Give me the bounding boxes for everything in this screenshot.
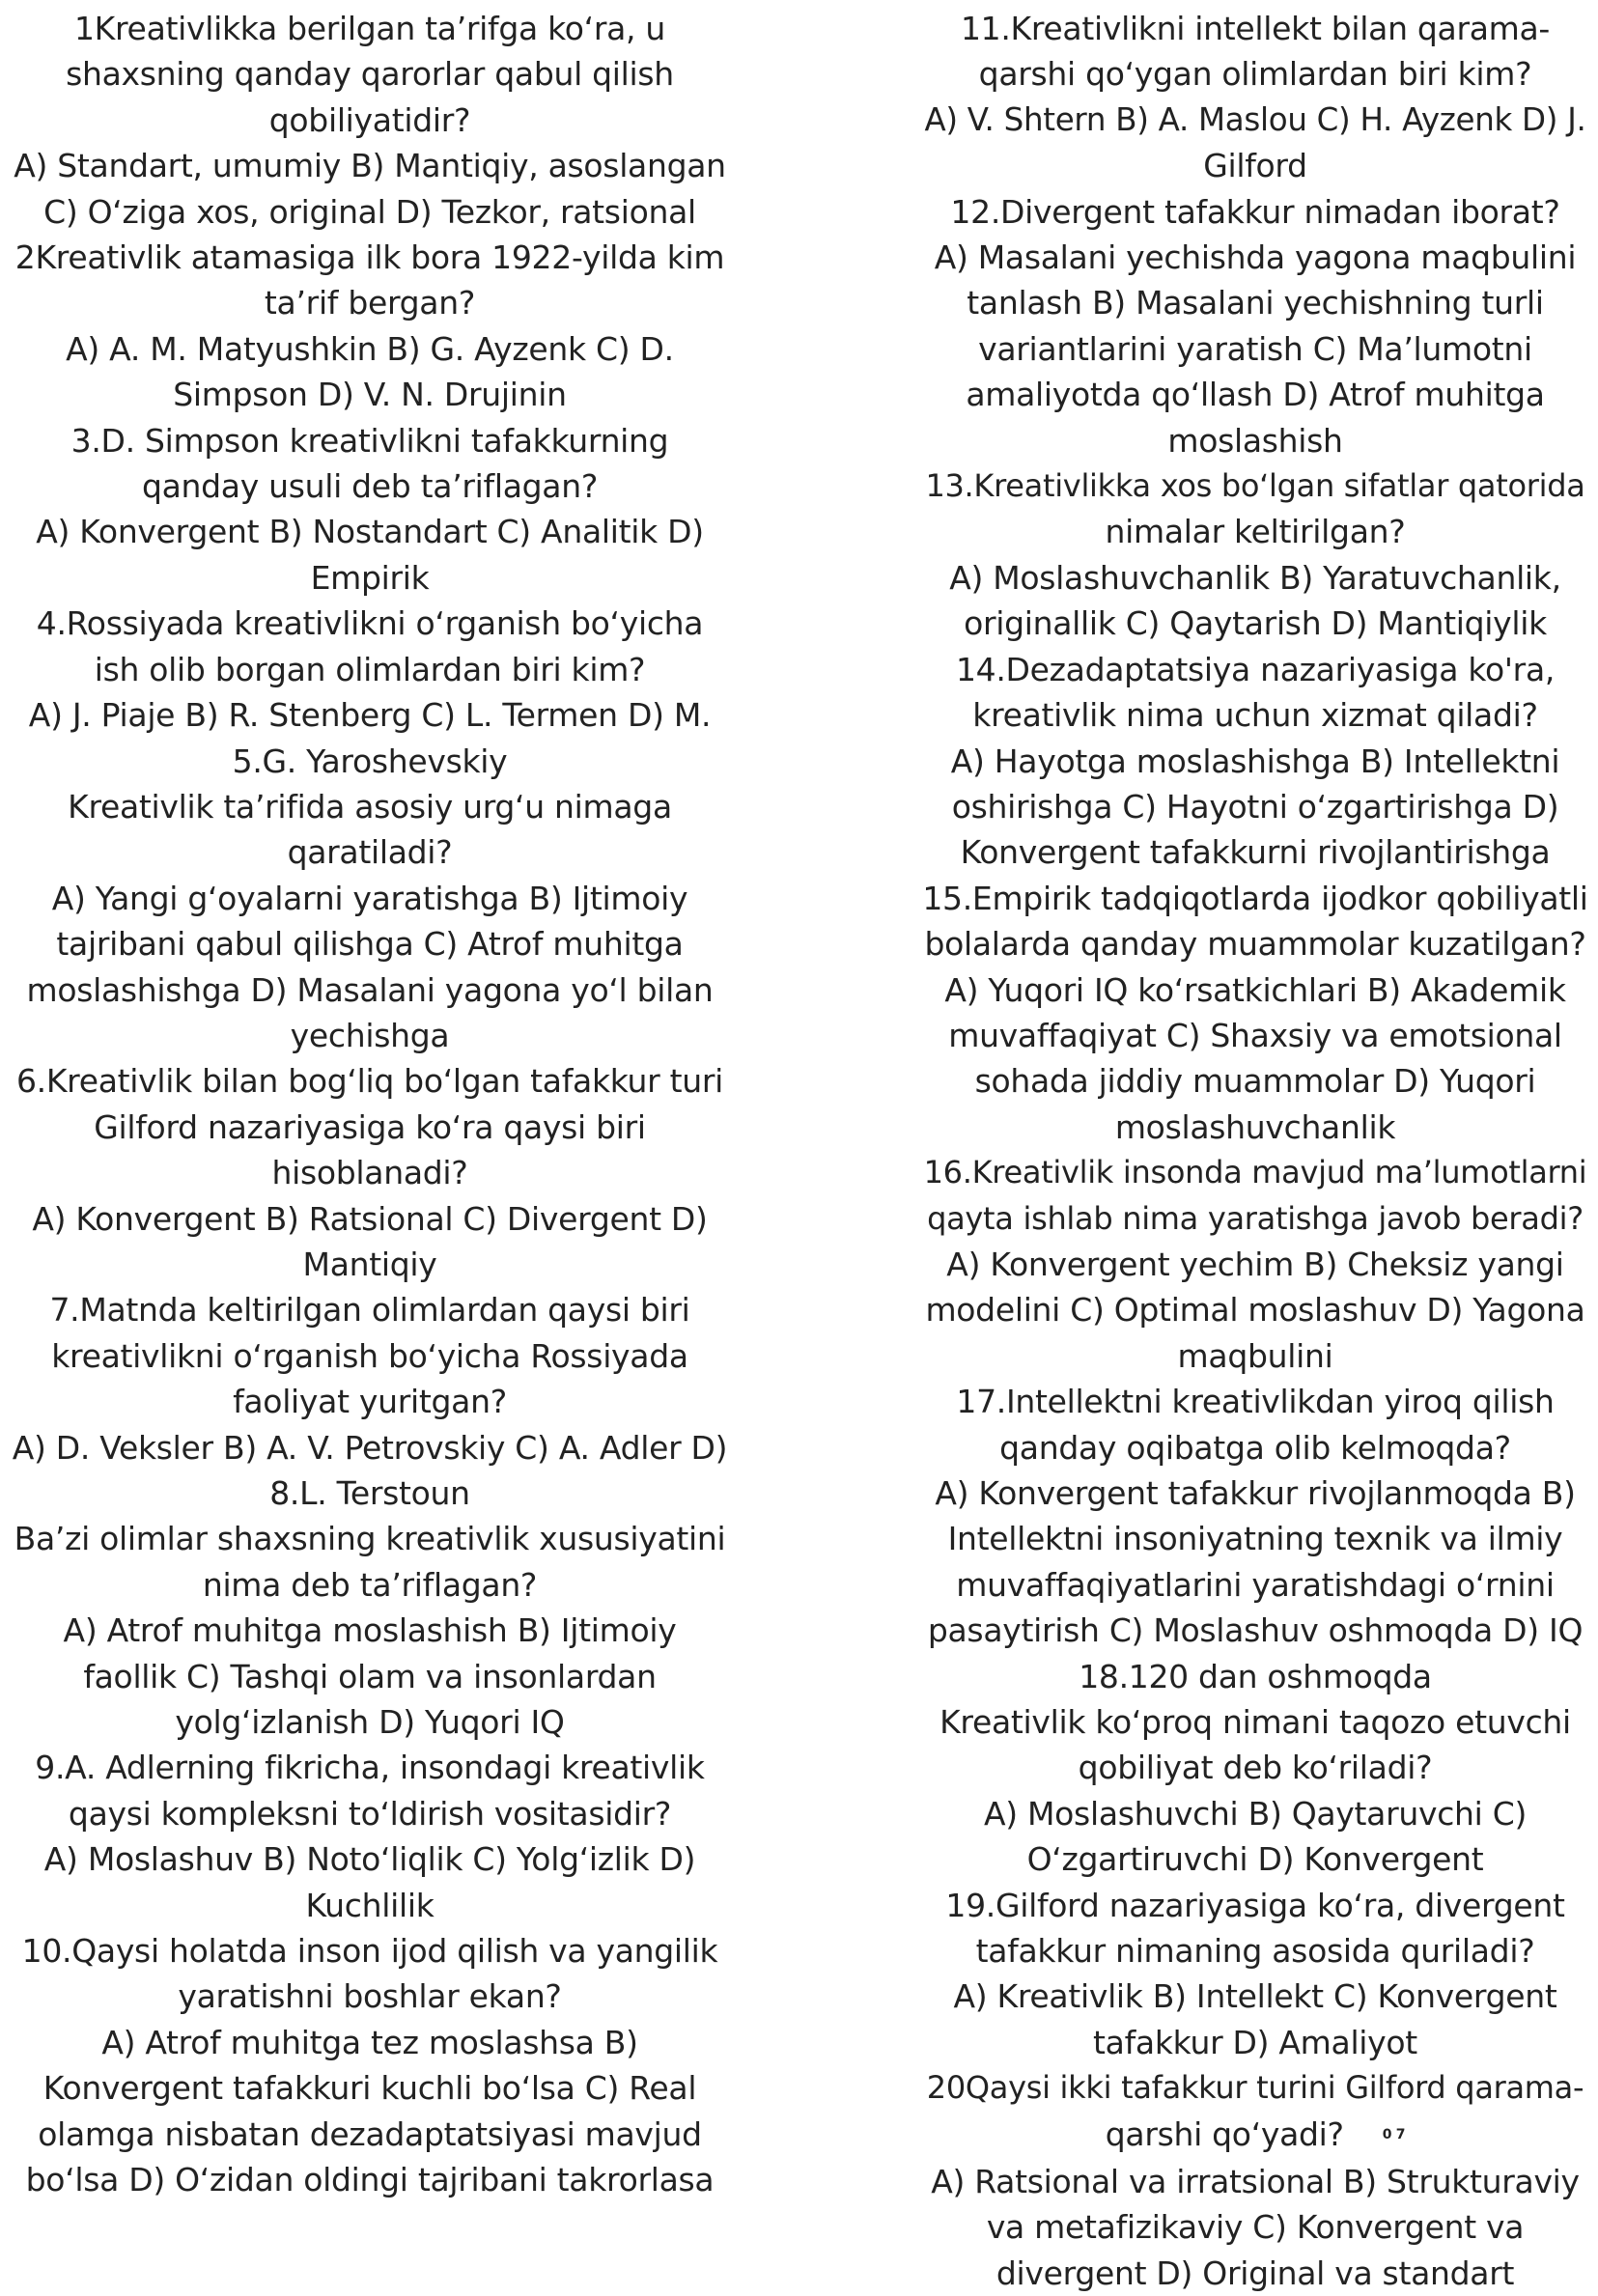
text-line	[8, 189, 732, 235]
text-line-content: bo‘lsa D) O‘zidan oldingi tajribani takrorlasa	[25, 2161, 715, 2199]
text-line	[922, 601, 1588, 646]
text-line-content: tanlash B) Masalani yechishning turli	[967, 284, 1544, 322]
text-line-content: Intellektni insoniyatning texnik va ilmiy	[947, 1520, 1563, 1558]
text-line	[922, 2112, 1588, 2159]
text-line-content: Simpson D) V. N. Drujinin	[173, 376, 567, 414]
text-line-content: shaxsning qanday qarorlar qabul qilish	[66, 55, 674, 94]
text-line-content: 8.L. Terstoun	[269, 1474, 470, 1512]
text-line	[8, 1425, 732, 1470]
text-line	[8, 876, 732, 921]
text-line-content: qayta ishlab nima yaratishga javob beradi?	[927, 1199, 1584, 1237]
text-line-content: yolg‘izlanish D) Yuqori IQ	[175, 1703, 565, 1742]
text-line	[8, 829, 732, 875]
text-line	[922, 739, 1588, 784]
text-line	[8, 1699, 732, 1745]
text-line-content: yaratishni boshlar ekan?	[178, 1977, 562, 2016]
text-line-content: 7.Matnda keltirilgan olimlardan qaysi biri	[49, 1291, 690, 1330]
text-line	[8, 98, 732, 143]
text-line-content: 16.Kreativlik insonda mavjud ma’lumotlarni	[923, 1154, 1587, 1191]
text-line	[922, 280, 1588, 325]
text-line-content: qobiliyat deb ko‘riladi?	[1078, 1749, 1433, 1787]
text-line-content: modelini C) Optimal moslashuv D) Yagona	[925, 1291, 1585, 1330]
text-line	[8, 1013, 732, 1058]
text-line	[922, 51, 1588, 97]
text-line-content: Gilford nazariyasiga ko‘ra qaysi biri	[94, 1107, 646, 1146]
text-line-content: 19.Gilford nazariyasiga ko‘ra, divergent	[945, 1886, 1565, 1924]
text-line	[922, 463, 1588, 509]
text-line	[922, 1013, 1588, 1058]
text-line	[8, 1928, 732, 1974]
text-line	[922, 326, 1588, 372]
text-line-content: bolalarda qanday muammolar kuzatilgan?	[924, 925, 1586, 964]
text-line	[922, 1333, 1588, 1379]
text-line-content: A) Kreativlik B) Intellekt C) Konvergent	[953, 1977, 1557, 2016]
text-line-content: moslashuvchanlik	[1114, 1107, 1396, 1146]
text-line	[8, 1379, 732, 1424]
text-line	[8, 509, 732, 554]
text-line-content: faoliyat yuritgan?	[233, 1383, 507, 1421]
text-line-content: sohada jiddiy muammolar D) Yuqori	[974, 1062, 1536, 1101]
text-line-content: moslashishga D) Masalani yagona yo‘l bilan	[26, 970, 714, 1009]
text-line	[922, 1974, 1588, 2019]
text-line-content: 2Kreativlik atamasiga ilk bora 1922-yilda kim	[14, 238, 725, 277]
text-line	[8, 2065, 732, 2111]
text-line-content: A) Konvergent B) Ratsional C) Divergent D)	[32, 1199, 708, 1238]
text-line-content: A) Konvergent yechim B) Cheksiz yangi	[946, 1245, 1564, 1283]
text-line	[922, 555, 1588, 601]
text-line-content: 9.A. Adlerning fikricha, insondagi kreativlik	[35, 1749, 705, 1787]
text-line-content: qanday usuli deb ta’riflagan?	[141, 467, 599, 506]
text-line-content: A) Standart, umumiy B) Mantiqiy, asoslangan	[14, 147, 726, 185]
text-line-content: oshirishga C) Hayotni o‘zgartirishga D)	[951, 787, 1559, 826]
text-line	[922, 829, 1588, 875]
text-line	[922, 967, 1588, 1013]
text-line-content: tajribani qabul qilishga C) Atrof muhitga	[56, 925, 684, 964]
text-line	[922, 189, 1588, 235]
text-line-content: 6.Kreativlik bilan bog‘liq bo‘lgan tafakkur turi	[15, 1062, 724, 1101]
text-line	[8, 1654, 732, 1699]
text-line	[8, 1974, 732, 2019]
text-line-content: C) O‘ziga xos, original D) Tezkor, ratsional	[43, 192, 696, 231]
text-line-content: muvaffaqiyat C) Shaxsiy va emotsional	[948, 1016, 1562, 1054]
text-line	[8, 1608, 732, 1653]
text-line	[922, 143, 1588, 188]
text-line-content: A) Yangi g‘oyalarni yaratishga B) Ijtimoiy	[51, 879, 688, 917]
text-line	[922, 692, 1588, 738]
text-line	[922, 1379, 1588, 1424]
text-line	[8, 1105, 732, 1150]
text-line	[8, 418, 732, 463]
text-line	[922, 235, 1588, 280]
text-line	[8, 235, 732, 280]
text-line	[922, 1425, 1588, 1470]
text-line	[922, 418, 1588, 463]
text-line	[922, 1562, 1588, 1608]
text-line	[8, 921, 732, 966]
text-line	[922, 1150, 1588, 1195]
text-line	[922, 1470, 1588, 1516]
text-line-content: Kuchlilik	[305, 1886, 435, 1924]
text-line	[8, 784, 732, 829]
text-line-content: 3.D. Simpson kreativlikni tafakkurning	[70, 421, 669, 460]
text-line	[922, 372, 1588, 417]
text-line-content: originallik C) Qaytarish D) Mantiqiylik	[964, 604, 1547, 643]
text-line-content: nimalar keltirilgan?	[1105, 513, 1406, 551]
text-line-content: A) Masalani yechishda yagona maqbulini	[934, 238, 1577, 277]
text-line	[922, 1791, 1588, 1836]
text-line-content: 5.G. Yaroshevskiy	[232, 742, 508, 780]
text-line-content: 4.Rossiyada kreativlikni o‘rganish bo‘yicha	[36, 604, 704, 643]
text-line-content: faollik C) Tashqi olam va insonlardan	[83, 1657, 657, 1695]
text-line	[922, 6, 1588, 51]
text-line-content: 17.Intellektni kreativlikdan yiroq qilish	[956, 1383, 1555, 1421]
text-line	[922, 1745, 1588, 1790]
text-line	[922, 2020, 1588, 2065]
text-line	[8, 1836, 732, 1882]
text-line	[922, 876, 1588, 921]
page-tag: 0 7	[1382, 2127, 1406, 2143]
text-line	[922, 2065, 1588, 2111]
text-line	[8, 6, 732, 51]
text-line-content: pasaytirish C) Moslashuv oshmoqda D) IQ	[927, 1611, 1584, 1650]
text-line-content: tafakkur D) Amaliyot	[1093, 2023, 1417, 2061]
text-line-content: Gilford	[1203, 147, 1307, 185]
text-line	[8, 1242, 732, 1287]
text-line-content: hisoblanadi?	[271, 1154, 468, 1192]
text-line	[922, 921, 1588, 966]
text-line-content: A) Hayotga moslashishga B) Intellektni	[950, 742, 1560, 780]
text-line	[8, 326, 732, 372]
text-line	[8, 2020, 732, 2065]
text-line-content: divergent D) Original va standart	[995, 2254, 1515, 2292]
text-line	[922, 509, 1588, 554]
text-line-content: 14.Dezadaptatsiya nazariyasiga ko'ra,	[955, 650, 1556, 688]
text-line	[922, 1058, 1588, 1104]
text-line-content: moslashish	[1167, 421, 1343, 460]
text-line	[8, 280, 732, 325]
text-line	[922, 784, 1588, 829]
text-line	[8, 1516, 732, 1561]
text-line	[922, 1608, 1588, 1653]
text-line	[922, 2204, 1588, 2250]
text-line-content: nima deb ta’riflagan?	[202, 1565, 538, 1604]
text-line	[8, 2112, 732, 2157]
text-line-content: maqbulini	[1177, 1336, 1333, 1375]
text-line-content: Kreativlik ta’rifida asosiy urg‘u nimaga	[68, 787, 672, 826]
text-line-content: 10.Qaysi holatda inson ijod qilish va yangilik	[21, 1932, 718, 1971]
text-line-content: Ba’zi olimlar shaxsning kreativlik xususiyatini	[14, 1520, 726, 1558]
text-line-content: Mantiqiy	[302, 1245, 437, 1283]
text-line-content: Konvergent tafakkurni rivojlantirishga	[960, 833, 1551, 872]
text-line	[8, 372, 732, 417]
text-line	[8, 51, 732, 97]
text-line	[8, 1150, 732, 1195]
text-line	[8, 1791, 732, 1836]
text-line	[8, 1196, 732, 1242]
text-line-content: 1Kreativlikka berilgan ta’rifga ko‘ra, u	[73, 10, 666, 47]
text-line	[922, 647, 1588, 692]
text-line-content: qarshi qo‘ygan olimlardan biri kim?	[978, 55, 1532, 94]
text-line	[8, 1287, 732, 1332]
text-line	[8, 1058, 732, 1104]
text-line	[922, 98, 1588, 143]
text-line-content: qaratiladi?	[287, 833, 453, 872]
text-line	[922, 1883, 1588, 1928]
text-line-content: A) Konvergent B) Nostandart C) Analitik D)	[36, 513, 704, 551]
text-line	[8, 601, 732, 646]
text-line	[922, 1287, 1588, 1332]
text-line-content: olamga nisbatan dezadaptatsiyasi mavjud	[38, 2114, 702, 2153]
text-line-content: A) Atrof muhitga moslashish B) Ijtimoiy	[63, 1611, 677, 1650]
text-line	[922, 1516, 1588, 1561]
text-line-content: 18.120 dan oshmoqda	[1079, 1657, 1432, 1695]
text-line-content: Kreativlik ko‘proq nimani taqozo etuvchi	[939, 1703, 1571, 1742]
text-line-content: Konvergent tafakkuri kuchli bo‘lsa C) Real	[42, 2069, 697, 2108]
text-line-content: amaliyotda qo‘llash D) Atrof muhitga	[966, 376, 1545, 414]
text-line-content: qanday oqibatga olib kelmoqda?	[999, 1428, 1511, 1467]
text-line-content: 15.Empirik tadqiqotlarda ijodkor qobiliyatli	[922, 879, 1588, 917]
text-line	[8, 1470, 732, 1516]
text-line-content: A) Konvergent tafakkur rivojlanmoqda B)	[935, 1474, 1576, 1512]
text-line	[8, 739, 732, 784]
text-line-content: Empirik	[310, 558, 430, 597]
text-line-content: qarshi qo‘yadi?	[1105, 2114, 1344, 2153]
text-line-content: 13.Kreativlikka xos bo‘lgan sifatlar qatorida	[925, 467, 1585, 505]
text-line-content: 20Qaysi ikki tafakkur turini Gilford qarama-	[926, 2069, 1584, 2107]
text-line-content: A) D. Veksler B) A. V. Petrovskiy C) A. Adler D)	[12, 1428, 728, 1467]
text-line-content: A) A. M. Matyushkin B) G. Ayzenk C) D.	[66, 329, 674, 368]
text-line-content: A) J. Piaje B) R. Stenberg C) L. Termen D) M.	[28, 696, 712, 735]
text-line	[8, 1562, 732, 1608]
text-line-content: ta’rif bergan?	[264, 284, 476, 322]
text-line	[922, 1196, 1588, 1242]
text-line-content: A) Moslashuvchi B) Qaytaruvchi C)	[983, 1794, 1528, 1833]
text-line	[8, 1883, 732, 1928]
text-line-content: A) Atrof muhitga tez moslashsa B)	[101, 2023, 638, 2061]
left-column	[8, 6, 732, 2203]
text-line-content: kreativlikni o‘rganish bo‘yicha Rossiyada	[51, 1336, 688, 1375]
text-line	[922, 1836, 1588, 1882]
text-line-content: qaysi kompleksni to‘ldirish vositasidir?	[68, 1794, 672, 1833]
text-line-content: 12.Divergent tafakkur nimadan iborat?	[950, 192, 1560, 231]
text-line-content: tafakkur nimaning asosida quriladi?	[975, 1932, 1535, 1971]
text-line	[8, 1333, 732, 1379]
text-line-content: variantlarini yaratish C) Ma’lumotni	[978, 329, 1532, 368]
text-line	[8, 463, 732, 509]
text-line	[8, 143, 732, 188]
text-line	[8, 555, 732, 601]
text-line	[8, 2157, 732, 2202]
text-line	[8, 967, 732, 1013]
text-line-content: A) V. Shtern B) A. Maslou C) H. Ayzenk D) J.	[924, 100, 1586, 138]
text-line-content: A) Moslashuv B) Noto‘liqlik C) Yolg‘izlik D)	[43, 1840, 696, 1879]
text-line	[922, 2159, 1588, 2204]
text-line-content: yechishga	[290, 1016, 450, 1054]
text-line-content: qobiliyatidir?	[268, 100, 471, 139]
text-line	[922, 1654, 1588, 1699]
text-line	[922, 1928, 1588, 1974]
text-line-content: kreativlik nima uchun xizmat qiladi?	[972, 696, 1538, 735]
text-line-content: ish olib borgan olimlardan biri kim?	[94, 650, 646, 688]
text-line-content: muvaffaqiyatlarini yaratishdagi o‘rnini	[956, 1565, 1555, 1604]
text-line	[8, 1745, 732, 1790]
text-line-content: A) Moslashuvchanlik B) Yaratuvchanlik,	[949, 558, 1561, 597]
text-line	[8, 692, 732, 738]
text-line-content: A) Ratsional va irratsional B) Strukturaviy	[931, 2162, 1580, 2200]
text-line	[922, 1105, 1588, 1150]
text-line-content: va metafizikaviy C) Konvergent va	[986, 2208, 1525, 2247]
right-column	[922, 6, 1588, 2296]
text-line	[922, 1242, 1588, 1287]
text-line	[8, 647, 732, 692]
text-line	[922, 1699, 1588, 1745]
text-line	[922, 2251, 1588, 2296]
text-line-content: A) Yuqori IQ ko‘rsatkichlari B) Akademik	[944, 970, 1566, 1009]
text-line-content: 11.Kreativlikni intellekt bilan qarama-	[960, 10, 1551, 47]
text-line-content: O‘zgartiruvchi D) Konvergent	[1026, 1840, 1484, 1879]
